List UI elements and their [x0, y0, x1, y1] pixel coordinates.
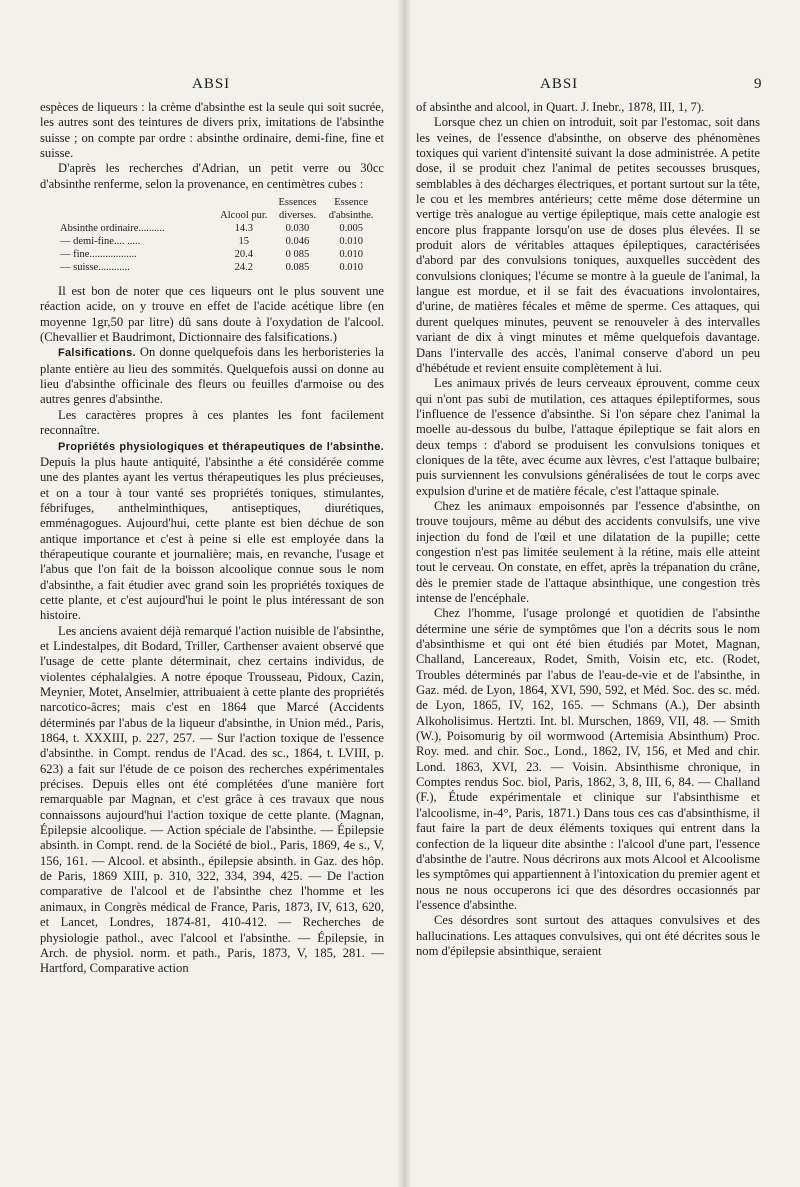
- paragraph: Chez les animaux empoisonnés par l'essence d'absinthe, on trouve toujours, même au début des accidents convulsifs, une vive injection du fond de l'œil et une dilatation de la pupille; cette congestion n'est pas limitée seulement à la rétine, mais elle atteint tout le cerveau. On constate, en effet, après la trépanation du crâne, dès le premier stade de l'attaque absinthique, une congestion très intense de l'encéphale.: [416, 498, 760, 605]
- paragraph: Lorsque chez un chien on introduit, soit par l'estomac, soit dans les veines, de l'essence d'absinthe, on observe des phénomènes toxiques qui varient d'intensité suivant la dose administrée. A petite dose, il se produit chez l'animal de petites secousses brusques, semblables à des décharges électriques, et portant surtout sur la tête, le cou et les membres antérieurs; cette même dose détermine un vertige très analogue au vertige épileptique, mais cette analogie est encore plus frappante lorsqu'on use de doses plus élevées. Il se produit alors de véritables attaques épileptiques, caractérisées d'abord par des convulsions toniques, auxquelles succèdent des convulsions cloniques; l'écume se montre à la gueule de l'animal, la langue est mordue, et il se fait des évacuations involontaires, d'urine, de matières fécales et même de sperme. Ces attaques, qui durent quelques minutes, peuvent se renouveler à des intervalles variant de dix à vingt minutes et même quelquefois davantage. Dans l'intervalle des accès, l'animal conserve d'abord un peu d'hébétude et revient ensuite complètement à lui.: [416, 115, 760, 375]
- table-cell: 0.005: [339, 223, 363, 235]
- table-cell: 0.085: [285, 262, 310, 274]
- table-cell: 0 085: [285, 249, 310, 261]
- paragraph: Les anciens avaient déjà remarqué l'action nuisible de l'absinthe, et Lindestalpes, dit Bodard, Triller, Carthenser avaient observé que l'usage de cette plante déterminait, chez certains individus, de violentes céphalalgies. A notre époque Trousseau, Pidoux, Cazin, Meynier, Motet, Anselmier, attribuaient à cette plante des propriétés narcotico-âcres; mais c'est en 1864 que Marcé (Accidents déterminés par l'abus de la liqueur d'absinthe, in Union méd., Paris, 1864, t. XXXIII, p. 227, 257. — Sur l'action toxique de l'essence d'absinthe. in Compt. rendus de l'Acad. des sc., 1864, t. LVIII, p. 623) a fait sur l'étude de ce poison des recherches expérimentales précises. Depuis elles ont été complétées d'une manière fort remarquable par Magnan, et c'est grâce à ces travaux que nous connaissons aujourd'hui l'action toxique de cette plante. (Magnan, Épilepsie alcoolique. — Action spéciale de l'absinthe. — Épilepsie absinth. in Compt. rend. de la Société de biol., Paris, 1869, 4e s., V, 156, 161. — Alcool. et absinth., épilepsie absinth. in Gaz. des hôp. de Paris, 1869 XIII, p. 310, 322, 334, 394, 425. — De l'action comparative de l'alcool et de l'absinthe chez l'homme et les animaux, in Congrès médical de France, Paris, 1873, IV, 613, 620, et Lancet, Londres, 1874-81, 410-412. — Recherches de physiologie pathol., avec l'alcool et l'absinthe. — Épilepsie, in Arch. de physiol. norm. et path., Paris, 1873, V, 185, 281. — Hartford, Comparative action: [40, 623, 384, 976]
- table-cell: — fine..................: [60, 249, 137, 261]
- paragraph: Les caractères propres à ces plantes les font facilement reconnaître.: [40, 407, 384, 438]
- table-cell: — demi-fine.... .....: [60, 236, 141, 248]
- table-cell: Absinthe ordinaire..........: [60, 223, 165, 235]
- paragraph: D'après les recherches d'Adrian, un petit verre ou 30cc d'absinthe renferme, selon la provenance, en centimètres cubes :: [40, 161, 384, 191]
- paragraph-text: Depuis la plus haute antiquité, l'absinthe a été considérée comme une des plantes ayant les vertus thérapeutiques les plus précieuses, et on a tour à tour vanté ses propriétés toniques, stimulantes, fébrifuges, anthelminthiques, antiseptiques, diurétiques, emménagogues. Aujourd'hui, cette plante est bien déchue de son antique importance et c'est à peine si elle est employée dans la thérapeutique courante et journalière; mais, en revanche, l'usage et l'abus que l'on fait de la boisson alcoolique connue sous le nom d'absinthe, a fait étudier avec grand soin les propriétés toxiques de cette plante, et c'est aujourd'hui le point le plus intéressant de son histoire.: [40, 454, 384, 623]
- table-cell: 0.010: [339, 236, 363, 248]
- paragraph: [40, 345, 384, 407]
- table-row: [58, 248, 378, 261]
- left-running-head: ABSI: [192, 76, 231, 92]
- left-column: [40, 100, 384, 977]
- table-header-row: [58, 196, 378, 222]
- right-running-head: ABSI: [540, 76, 579, 92]
- section-heading: Falsifications.: [58, 347, 136, 360]
- page-number: 9: [754, 76, 763, 92]
- alcohol-content-table: [58, 196, 378, 274]
- table-header: Essence d'absinthe.: [328, 197, 374, 222]
- table-header: Essences diverses.: [278, 197, 317, 222]
- paragraph: [40, 439, 384, 624]
- table-cell: 14.3: [234, 223, 253, 235]
- book-gutter: [397, 0, 411, 1187]
- table-cell: — suisse............: [60, 262, 130, 274]
- table-header: Alcool pur.: [220, 210, 268, 222]
- paragraph: Il est bon de noter que ces liqueurs ont le plus souvent une réaction acide, on y trouve en effet de l'acide acétique libre (en moyenne 1gr,50 par litre) dû sans doute à l'oxydation de l'alcool. (Chevallier et Baudrimont, Dictionnaire des falsifications.): [40, 284, 384, 345]
- paragraph: espèces de liqueurs : la crème d'absinthe est la seule qui soit sucrée, les autres sont des teintures de divers prix, imitations de l'absinthe suisse ; on compte par ordre : absinthe ordinaire, demi-fine, fine et suisse.: [40, 100, 384, 161]
- table-cell: 15: [238, 236, 250, 248]
- table-cell: 0.046: [285, 236, 310, 248]
- table-cell: 0.010: [339, 249, 363, 261]
- table-row: [58, 235, 378, 248]
- paragraph-text: On donne quelquefois dans les herboristeries la plante entière au lieu des sommités. Quelquefois aussi on donne au lieu d'absinthe officinale des fleurs ou feuilles d'armoise ou des autres genres d'absinthe.: [40, 345, 384, 407]
- right-column: [416, 100, 760, 959]
- table-row: [58, 261, 378, 274]
- paragraph: Ces désordres sont surtout des attaques convulsives et des hallucinations. Les attaques convulsives, qui ont été décrites sous le nom d'épilepsie absinthique, seraient: [416, 913, 760, 958]
- table-cell: 24.2: [234, 262, 253, 274]
- table-cell: 0.010: [339, 262, 363, 274]
- table-cell: 20.4: [234, 249, 253, 261]
- paragraph: Chez l'homme, l'usage prolongé et quotidien de l'absinthe détermine une série de symptômes que l'on a décrits sous le nom d'absinthisme et qui ont été bien étudiés par Motet, Magnan, Challand, Lancereaux, Rodet, Smith, Voisin etc, etc. (Rodet, Troubles déterminés par l'abus de l'eau-de-vie et de l'absinthe, in Gaz. méd. de Lyon, 1864, XVI, 590, 592, et Méd. Soc. des sc. méd. de Lyon, 1865, IV, 162, 165. — Schmans (A.), Der absinth Alkoholisimus. Hertzti. Int. bl. Murschen, 1869, VII, 48. — Smith (W.), Poisomurig by oil wormwood (Artemisia Absinthum) Proc. Roy. med. and chir. Soc., Lond., 1862, IV, 156, et Med and chir. Lond. 1863, XVI, 23. — Voisin. Absinthisme chronique, in Comptes rendus Soc. biol, Paris, 1862, 3, 8, III, 6, 84. — Challand (F.), Étude expérimentale et clinique sur l'absinthisme et l'alcoolisme, in-4°, Paris, 1871.) Dans tous ces cas d'absinthisme, il faut faire la part de deux éléments toxiques qui entrent dans la confection de la liqueur dite absinthe : l'alcool d'une part, l'essence d'absinthe de l'autre. Nous décrirons aux mots Alcool et Alcoolisme les symptômes qui appartiennent à l'intoxication du premier agent et nous ne nous occuperons ici que des désordres occasionnés par l'essence d'absinthe.: [416, 606, 760, 912]
- paragraph: of absinthe and alcool, in Quart. J. Inebr., 1878, III, 1, 7).: [416, 100, 705, 114]
- table-cell: 0.030: [285, 223, 310, 235]
- table-row: [58, 222, 378, 235]
- section-heading: Propriétés physiologiques et thérapeutiques de l'absinthe.: [58, 440, 384, 453]
- paragraph: Les animaux privés de leurs cerveaux éprouvent, comme ceux qui n'ont pas subi de mutilation, ces attaques épileptiformes, sous l'influence de l'essence d'absinthe. Si l'on sépare chez l'animal la moelle au-dessous du bulbe, l'attaque épileptique se fait alors en deux temps : d'abord se produisent les convulsions toniques et cloniques de la tête, avec écume aux lèvres, c'est l'attaque bulbaire; puis surviennent les convulsions généralisées de tout le corps avec expulsion d'urine et de matière fécale, c'est l'attaque spinale.: [416, 376, 760, 498]
- table-header: [58, 196, 217, 222]
